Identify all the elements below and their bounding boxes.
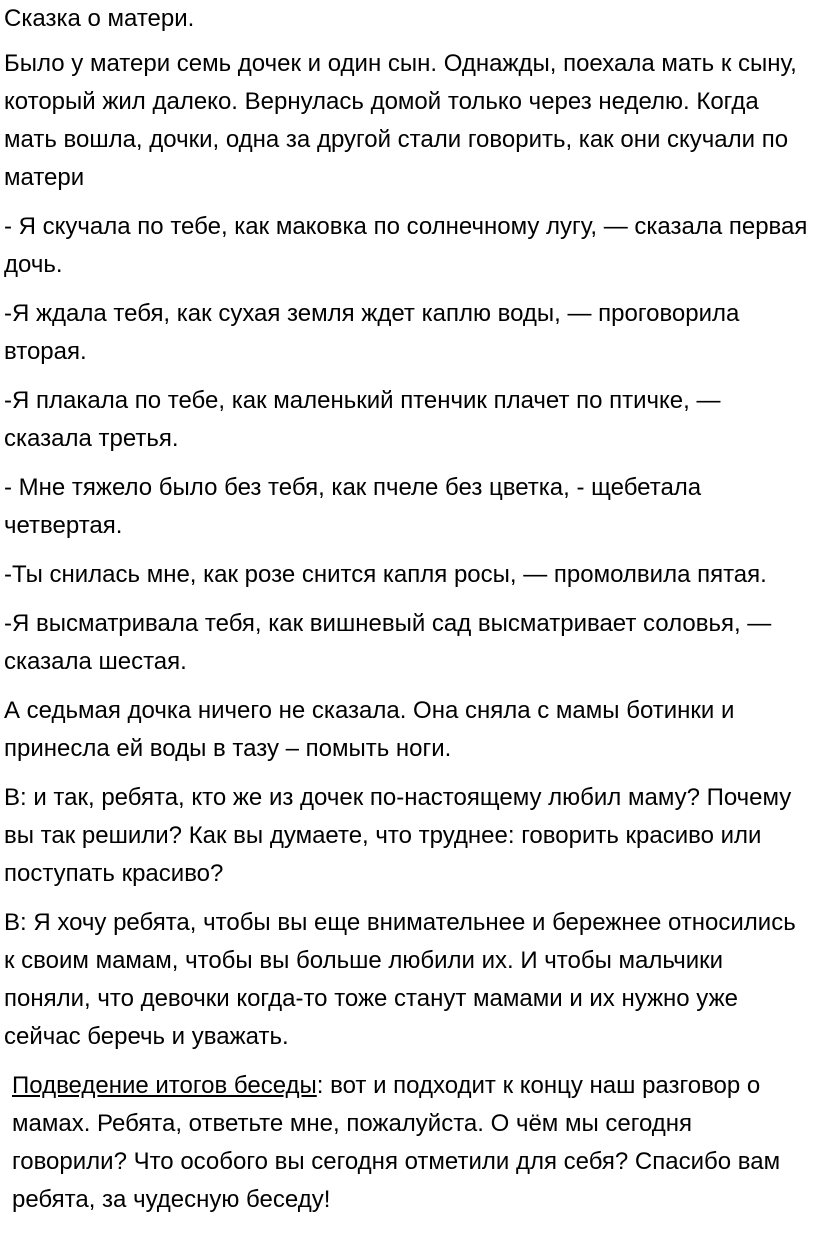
paragraph-question: В: и так, ребята, кто же из дочек по-настоящему любил маму? Почему вы так решили? Как вы думаете, что труднее: говорить красиво или поступать красиво? (4, 784, 792, 887)
paragraph-intro: Было у матери семь дочек и один сын. Однажды, поехала мать к сыну, который жил далеко. Вернулась домой только через неделю. Когда мать вошла, дочки, одна за другой стали говорить, как они скучали по матери (4, 50, 797, 191)
summary-text: : вот и подходит к концу наш разговор о мамах. Ребята, ответьте мне, пожалуйста. О чём мы сегодня говорили? Что особого вы сегодня отметили для себя? Спасибо вам ребята, за чудесную беседу! (12, 1072, 781, 1213)
paragraph-second-daughter: -Я ждала тебя, как сухая земля ждет каплю воды, — проговорила вторая. (4, 300, 740, 365)
document-title: Сказка о матери. (4, 5, 195, 32)
document-page (4, 0, 812, 1230)
paragraph-first-daughter: - Я скучала по тебе, как маковка по солнечному лугу, — сказала первая дочь. (4, 213, 808, 278)
paragraph-sixth-daughter: -Я высматривала тебя, как вишневый сад высматривает соловья, — сказала шестая. (4, 610, 772, 675)
paragraph-fourth-daughter: - Мне тяжело было без тебя, как пчеле без цветка, - щебетала четвертая. (4, 474, 702, 539)
paragraph-third-daughter: -Я плакала по тебе, как маленький птенчик плачет по птичке, — сказала третья. (4, 387, 721, 452)
paragraph-seventh-daughter: А седьмая дочка ничего не сказала. Она сняла с мамы ботинки и принесла ей воды в тазу – помыть ноги. (4, 697, 735, 762)
paragraph-teacher-wish: В: Я хочу ребята, чтобы вы еще внимательнее и бережнее относились к своим мамам, чтобы вы больше любили их. И чтобы мальчики поняли, что девочки когда-то тоже станут мамами и их нужно уже сейчас беречь и уважать. (4, 909, 796, 1050)
paragraph-fifth-daughter: -Ты снилась мне, как розе снится капля росы, — промолвила пятая. (4, 561, 767, 588)
paragraph-summary (4, 1067, 812, 1219)
summary-heading: Подведение итогов беседы (12, 1072, 317, 1099)
